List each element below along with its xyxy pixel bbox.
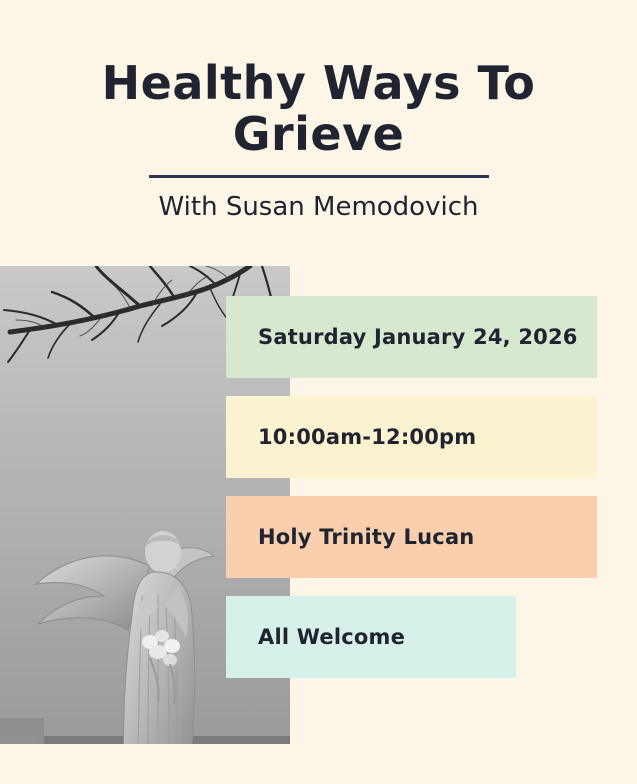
- info-bar-audience-label: All Welcome: [258, 625, 406, 649]
- info-bar-date: [226, 296, 597, 378]
- info-bar-location-label: Holy Trinity Lucan: [258, 525, 475, 549]
- info-bar-location: [226, 496, 597, 578]
- info-bar-date-label: Saturday January 24, 2026: [258, 325, 578, 349]
- poster-header: [0, 0, 637, 222]
- info-bar-list: [226, 296, 597, 696]
- title-divider: [149, 175, 489, 178]
- info-bar-time: [226, 396, 597, 478]
- page-title: Healthy Ways To Grieve: [101, 56, 536, 161]
- poster-subtitle: With Susan Memodovich: [158, 192, 479, 223]
- info-bar-time-label: 10:00am-12:00pm: [258, 425, 477, 449]
- info-bar-audience: [226, 596, 516, 678]
